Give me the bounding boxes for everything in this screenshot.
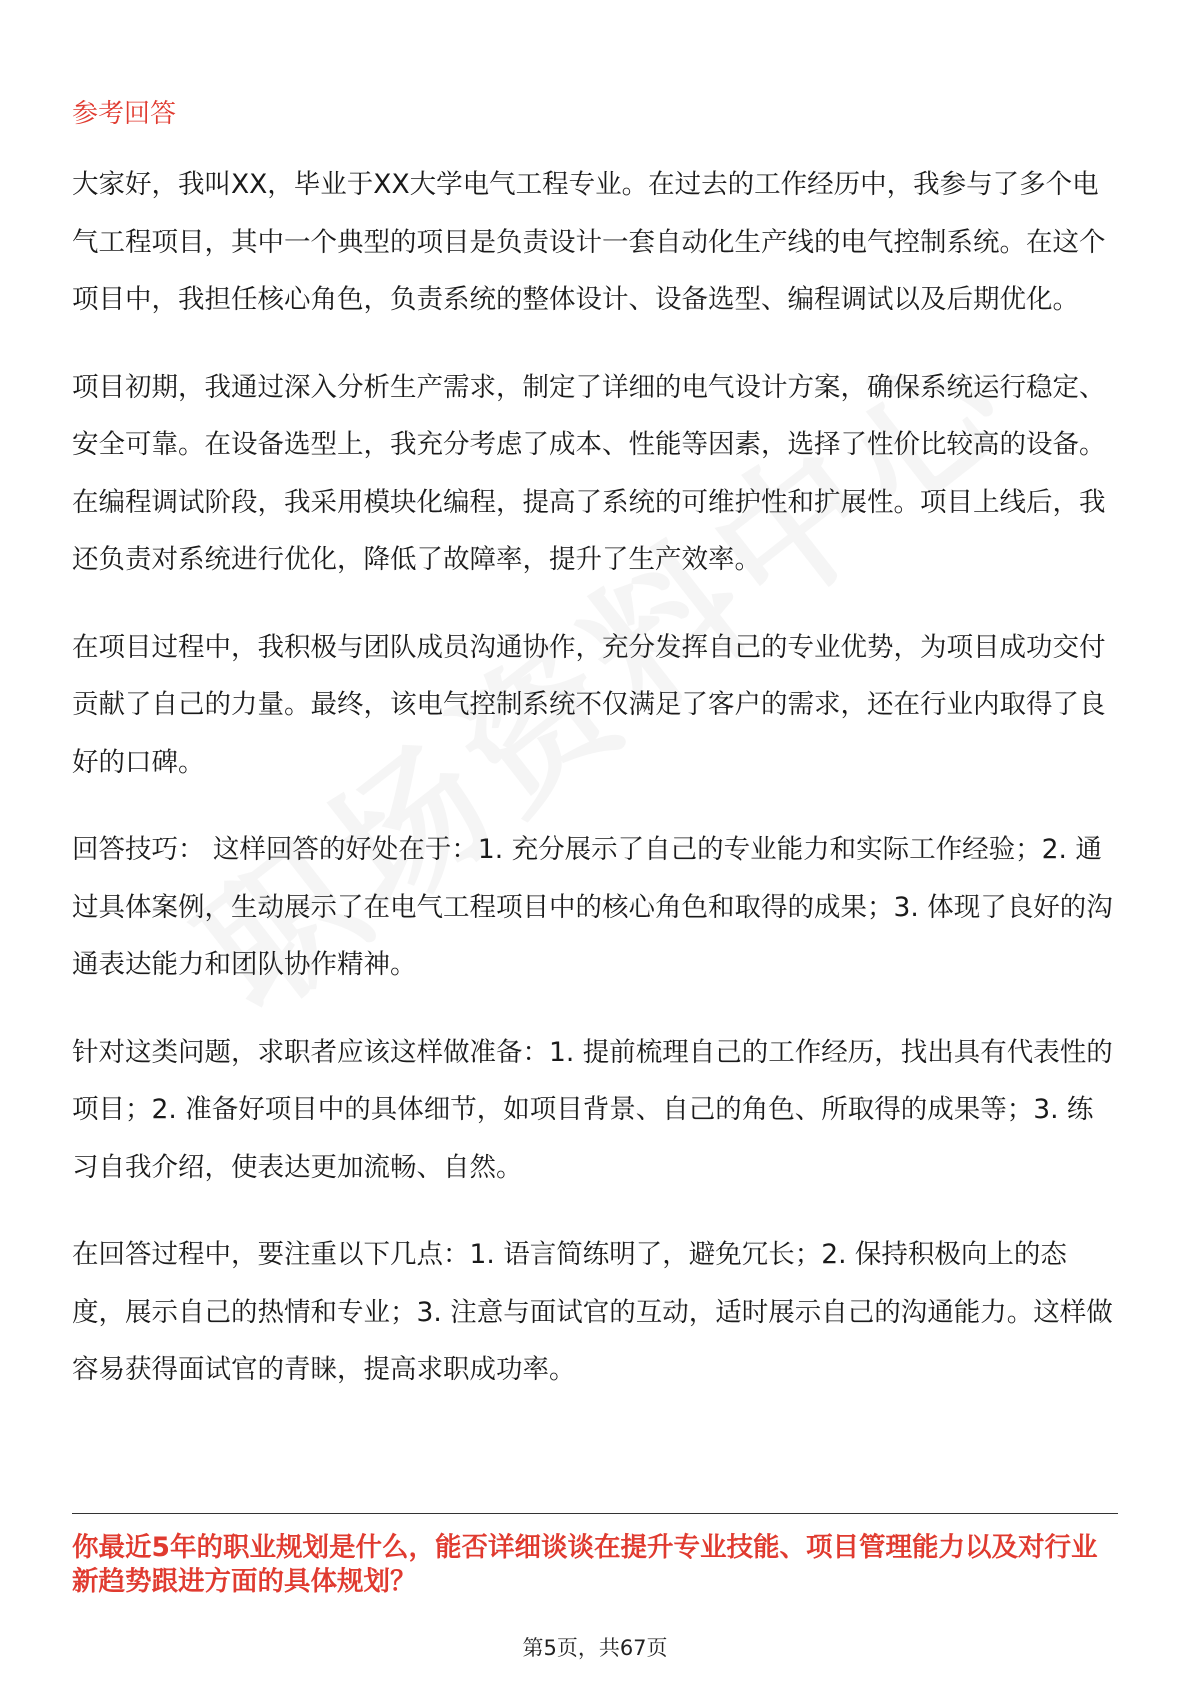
answer-paragraph-1: 大家好，我叫XX，毕业于XX大学电气工程专业。在过去的工作经历中，我参与了多个电气工程项目，其中一个典型的项目是负责设计一套自动化生产线的电气控制系统。在这个项目中，我担任核心角色，负责系统的整体设计、设备选型、编程调试以及后期优化。 (72, 169, 1106, 315)
next-question-heading: 你最近5年的职业规划是什么，能否详细谈谈在提升专业技能、项目管理能力以及对行业新趋势跟进方面的具体规划？ (72, 1532, 1098, 1597)
page-indicator: 第5页，共67页 (522, 1636, 668, 1660)
answer-paragraph-3: 在项目过程中，我积极与团队成员沟通协作，充分发挥自己的专业优势，为项目成功交付贡献了自己的力量。最终，该电气控制系统不仅满足了客户的需求，还在行业内取得了良好的口碑。 (72, 631, 1106, 778)
answer-section (72, 94, 1118, 1429)
preparation-paragraph: 针对这类问题，求职者应该这样做准备：1. 提前梳理自己的工作经历，找出具有代表性的项目；2. 准备好项目中的具体细节，如项目背景、自己的角色、所取得的成果等；3. 练习自我介绍，使表达更加流畅、自然。 (72, 1036, 1113, 1183)
answer-label: 参考回答 (72, 99, 177, 129)
answer-paragraph-2: 项目初期，我通过深入分析生产需求，制定了详细的电气设计方案，确保系统运行稳定、安全可靠。在设备选型上，我充分考虑了成本、性能等因素，选择了性价比较高的设备。在编程调试阶段，我采用模块化编程，提高了系统的可维护性和扩展性。项目上线后，我还负责对系统进行优化，降低了故障率，提升了生产效率。 (72, 371, 1106, 575)
section-divider (72, 1513, 1118, 1514)
key-points-paragraph: 在回答过程中，要注重以下几点：1. 语言简练明了，避免冗长；2. 保持积极向上的态度，展示自己的热情和专业；3. 注意与面试官的互动，适时展示自己的沟通能力。这样做容易获得面试官的青睐，提高求职成功率。 (72, 1239, 1113, 1385)
answer-tips-paragraph: 回答技巧： 这样回答的好处在于：1. 充分展示了自己的专业能力和实际工作经验；2. 通过具体案例，生动展示了在电气工程项目中的核心角色和取得的成果；3. 体现了良好的沟通表达能力和团队协作精神。 (72, 834, 1113, 980)
